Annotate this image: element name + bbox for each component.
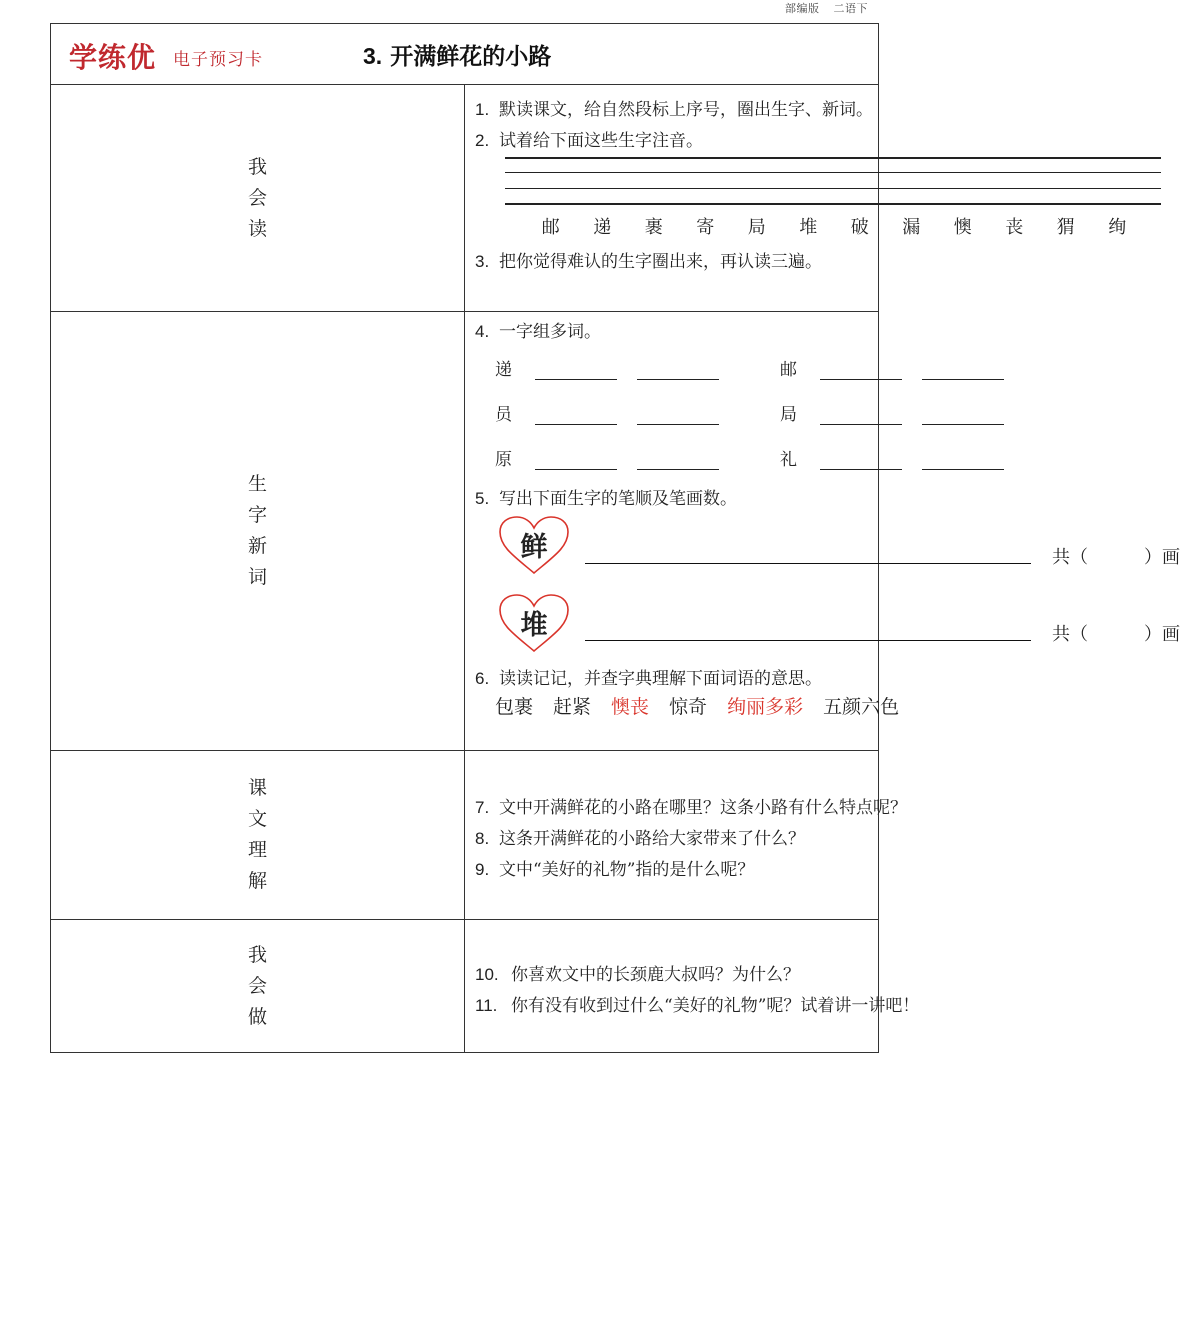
preview-card bbox=[50, 23, 1180, 1053]
answer-blank[interactable] bbox=[637, 407, 719, 425]
vocab-word: 包裹 bbox=[495, 696, 534, 718]
section-label-text: 我会做 bbox=[247, 943, 267, 1028]
question-5 bbox=[475, 484, 737, 509]
question-number: 10. bbox=[475, 965, 499, 984]
answer-blank[interactable] bbox=[535, 362, 617, 380]
answer-blank[interactable] bbox=[922, 452, 1004, 470]
question-number: 7. bbox=[475, 798, 490, 817]
pinyin-line bbox=[505, 172, 1161, 173]
question-1 bbox=[475, 95, 873, 120]
answer-blank[interactable] bbox=[535, 452, 617, 470]
group-character: 递 bbox=[495, 360, 512, 380]
question-9 bbox=[475, 855, 754, 880]
heart-frame bbox=[497, 593, 571, 655]
answer-blank[interactable] bbox=[637, 452, 719, 470]
pinyin-line bbox=[505, 157, 1161, 159]
question-4 bbox=[475, 317, 601, 342]
question-6 bbox=[475, 664, 822, 689]
question-11 bbox=[475, 991, 919, 1016]
question-number: 6. bbox=[475, 669, 490, 688]
stroke-character: 堆 bbox=[520, 610, 548, 641]
answer-blank[interactable] bbox=[637, 362, 719, 380]
character: 漏 bbox=[902, 217, 921, 238]
vocab-word: 赶紧 bbox=[553, 696, 592, 718]
word-group bbox=[780, 355, 1024, 380]
section-label-text: 课文理解 bbox=[247, 777, 267, 892]
question-text: 你有没有收到过什么“美好的礼物”呢？试着讲一讲吧！ bbox=[511, 996, 920, 1016]
character: 邮 bbox=[541, 217, 560, 238]
question-number: 5. bbox=[475, 489, 490, 508]
lesson-number: 3. bbox=[363, 43, 383, 69]
character: 猬 bbox=[1056, 217, 1075, 238]
word-group bbox=[495, 445, 739, 470]
question-text: 你喜欢文中的长颈鹿大叔吗？为什么？ bbox=[511, 965, 800, 985]
character: 破 bbox=[850, 217, 869, 238]
question-text: 把你觉得难认的生字圈出来，再认读三遍。 bbox=[499, 252, 822, 272]
question-text: 写出下面生字的笔顺及笔画数。 bbox=[499, 489, 737, 509]
character: 绚 bbox=[1108, 217, 1127, 238]
question-text: 读读记记，并查字典理解下面词语的意思。 bbox=[499, 669, 822, 689]
question-text: 这条开满鲜花的小路给大家带来了什么？ bbox=[499, 829, 805, 849]
group-character: 礼 bbox=[780, 450, 797, 470]
word-group bbox=[495, 355, 739, 380]
count-suffix: ）画 bbox=[1144, 547, 1180, 568]
vocab-word: 惊奇 bbox=[669, 696, 708, 718]
stroke-count bbox=[1052, 620, 1180, 646]
question-text: 默读课文，给自然段标上序号，圈出生字、新词。 bbox=[499, 100, 873, 120]
character: 丧 bbox=[1005, 217, 1024, 238]
answer-blank[interactable] bbox=[820, 407, 902, 425]
question-number: 3. bbox=[475, 252, 490, 271]
word-group bbox=[780, 445, 1024, 470]
question-3 bbox=[475, 247, 822, 272]
question-8 bbox=[475, 824, 805, 849]
stroke-order-blank[interactable] bbox=[585, 563, 1031, 564]
section-label-vocab bbox=[51, 312, 465, 751]
grade: 二语下 bbox=[833, 2, 868, 15]
character: 堆 bbox=[799, 217, 818, 238]
group-character: 员 bbox=[495, 405, 512, 425]
question-7 bbox=[475, 793, 907, 818]
character: 寄 bbox=[696, 217, 715, 238]
vocab-word-highlight: 绚丽多彩 bbox=[727, 696, 804, 718]
count-suffix: ）画 bbox=[1144, 624, 1180, 645]
question-text: 文中开满鲜花的小路在哪里？这条小路有什么特点呢？ bbox=[499, 798, 907, 818]
group-character: 原 bbox=[495, 450, 512, 470]
lesson-title: 开满鲜花的小路 bbox=[390, 44, 552, 70]
edition: 部编版 bbox=[785, 2, 820, 15]
card-header bbox=[51, 24, 879, 85]
question-2 bbox=[475, 126, 703, 151]
stroke-order-blank[interactable] bbox=[585, 640, 1031, 641]
question-10 bbox=[475, 960, 800, 985]
pinyin-line bbox=[505, 203, 1161, 205]
question-number: 9. bbox=[475, 860, 490, 879]
word-group bbox=[780, 400, 1024, 425]
character: 懊 bbox=[953, 217, 972, 238]
pinyin-line bbox=[505, 188, 1161, 189]
stroke-count bbox=[1052, 543, 1180, 569]
character-list bbox=[525, 213, 1143, 239]
question-text: 文中“美好的礼物”指的是什么呢？ bbox=[499, 860, 755, 880]
character: 裹 bbox=[644, 217, 663, 238]
section-label-understanding bbox=[51, 751, 465, 920]
group-character: 邮 bbox=[780, 360, 797, 380]
vocab-word-highlight: 懊丧 bbox=[611, 696, 650, 718]
answer-blank[interactable] bbox=[922, 362, 1004, 380]
answer-blank[interactable] bbox=[922, 407, 1004, 425]
edition-label bbox=[785, 0, 868, 16]
stroke-character: 鲜 bbox=[520, 532, 548, 563]
group-character: 局 bbox=[780, 405, 797, 425]
section-doing bbox=[465, 920, 920, 1053]
brand-subtitle: 电子预习卡 bbox=[173, 50, 263, 70]
question-number: 11. bbox=[475, 996, 498, 1015]
question-text: 试着给下面这些生字注音。 bbox=[499, 131, 703, 151]
brand-logo: 学练优 bbox=[69, 41, 157, 74]
count-prefix: 共（ bbox=[1052, 624, 1088, 645]
section-label-text: 我会读 bbox=[247, 155, 267, 240]
character: 递 bbox=[593, 217, 612, 238]
section-label-reading bbox=[51, 85, 465, 312]
answer-blank[interactable] bbox=[535, 407, 617, 425]
page-title bbox=[363, 38, 551, 71]
section-label-text: 生字新词 bbox=[247, 473, 267, 588]
answer-blank[interactable] bbox=[820, 362, 902, 380]
section-reading bbox=[465, 85, 1127, 312]
answer-blank[interactable] bbox=[820, 452, 902, 470]
question-number: 1. bbox=[475, 100, 490, 119]
question-number: 4. bbox=[475, 322, 490, 341]
section-vocab bbox=[465, 312, 1180, 751]
character: 局 bbox=[747, 217, 766, 238]
heart-frame bbox=[497, 515, 571, 577]
word-group bbox=[495, 400, 739, 425]
section-label-doing bbox=[51, 920, 465, 1053]
count-prefix: 共（ bbox=[1052, 547, 1088, 568]
section-understanding bbox=[465, 751, 907, 920]
word-list bbox=[495, 692, 919, 719]
question-number: 8. bbox=[475, 829, 490, 848]
vocab-word: 五颜六色 bbox=[823, 696, 900, 718]
question-number: 2. bbox=[475, 131, 490, 150]
question-text: 一字组多词。 bbox=[499, 322, 601, 342]
